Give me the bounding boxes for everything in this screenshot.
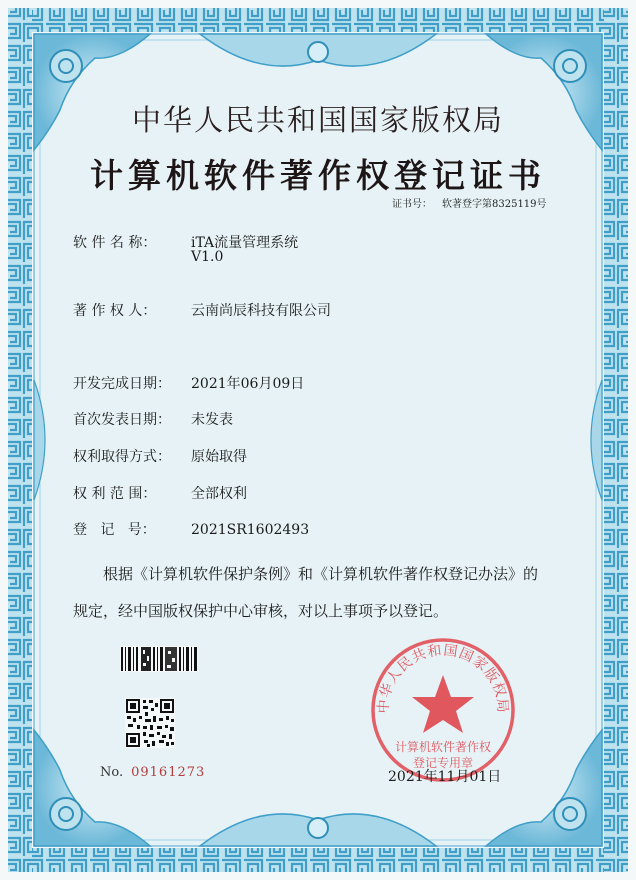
field-copyright-owner: [73, 300, 331, 320]
barcode: [120, 646, 198, 672]
field-value: 2021年06月09日: [191, 376, 305, 392]
field-value: iTA流量管理系统: [191, 235, 299, 251]
certificate-title: 计算机软件著作权登记证书: [90, 156, 546, 195]
cert-number-label: 证书号：: [392, 199, 432, 210]
field-development-date: [73, 373, 304, 393]
field-registration-number: [73, 519, 309, 539]
field-value: 原始取得: [191, 449, 247, 465]
official-seal: [368, 635, 518, 785]
field-value: 云南尚辰科技有限公司: [191, 303, 331, 319]
field-label: 登 记 号：: [73, 522, 156, 538]
serial-number-value: 09161273: [131, 765, 206, 780]
field-publish-date: [73, 409, 233, 429]
qr-code: [125, 698, 175, 748]
software-version: V1.0: [191, 249, 224, 265]
serial-number-label: No.: [100, 765, 124, 780]
field-software-name: [73, 232, 298, 252]
field-rights-scope: [73, 483, 247, 503]
field-label: 权利取得方式：: [73, 449, 171, 465]
field-label: 权 利 范 围：: [73, 486, 157, 502]
issue-date: 2021年11月01日: [388, 769, 502, 785]
seal-inner-line-1: 计算机软件著作权: [394, 740, 492, 754]
statement-line-1: 根据《计算机软件保护条例》和《计算机软件著作权登记办法》的: [103, 565, 539, 583]
field-value: 2021SR1602493: [191, 522, 310, 538]
field-label: 著 作 权 人：: [73, 303, 157, 319]
seal-outer-text: 中华人民共和国国家版权局: [375, 642, 511, 715]
field-label: 软 件 名 称：: [73, 235, 157, 251]
issuer-title: 中华人民共和国国家版权局: [131, 103, 504, 137]
field-label: 首次发表日期：: [73, 412, 171, 428]
field-value: 未发表: [191, 412, 233, 428]
seal-inner-line-2: 登记专用章: [412, 756, 474, 770]
cert-number-value: 软著登字第8325119号: [442, 199, 547, 210]
field-label: 开发完成日期：: [73, 376, 171, 392]
field-value: 全部权利: [191, 486, 247, 502]
field-acquisition-method: [73, 446, 247, 466]
serial-number: [100, 765, 205, 780]
star-icon: [412, 675, 474, 733]
statement-line-2: 规定，经中国版权保护中心审核，对以上事项予以登记。: [73, 602, 449, 620]
